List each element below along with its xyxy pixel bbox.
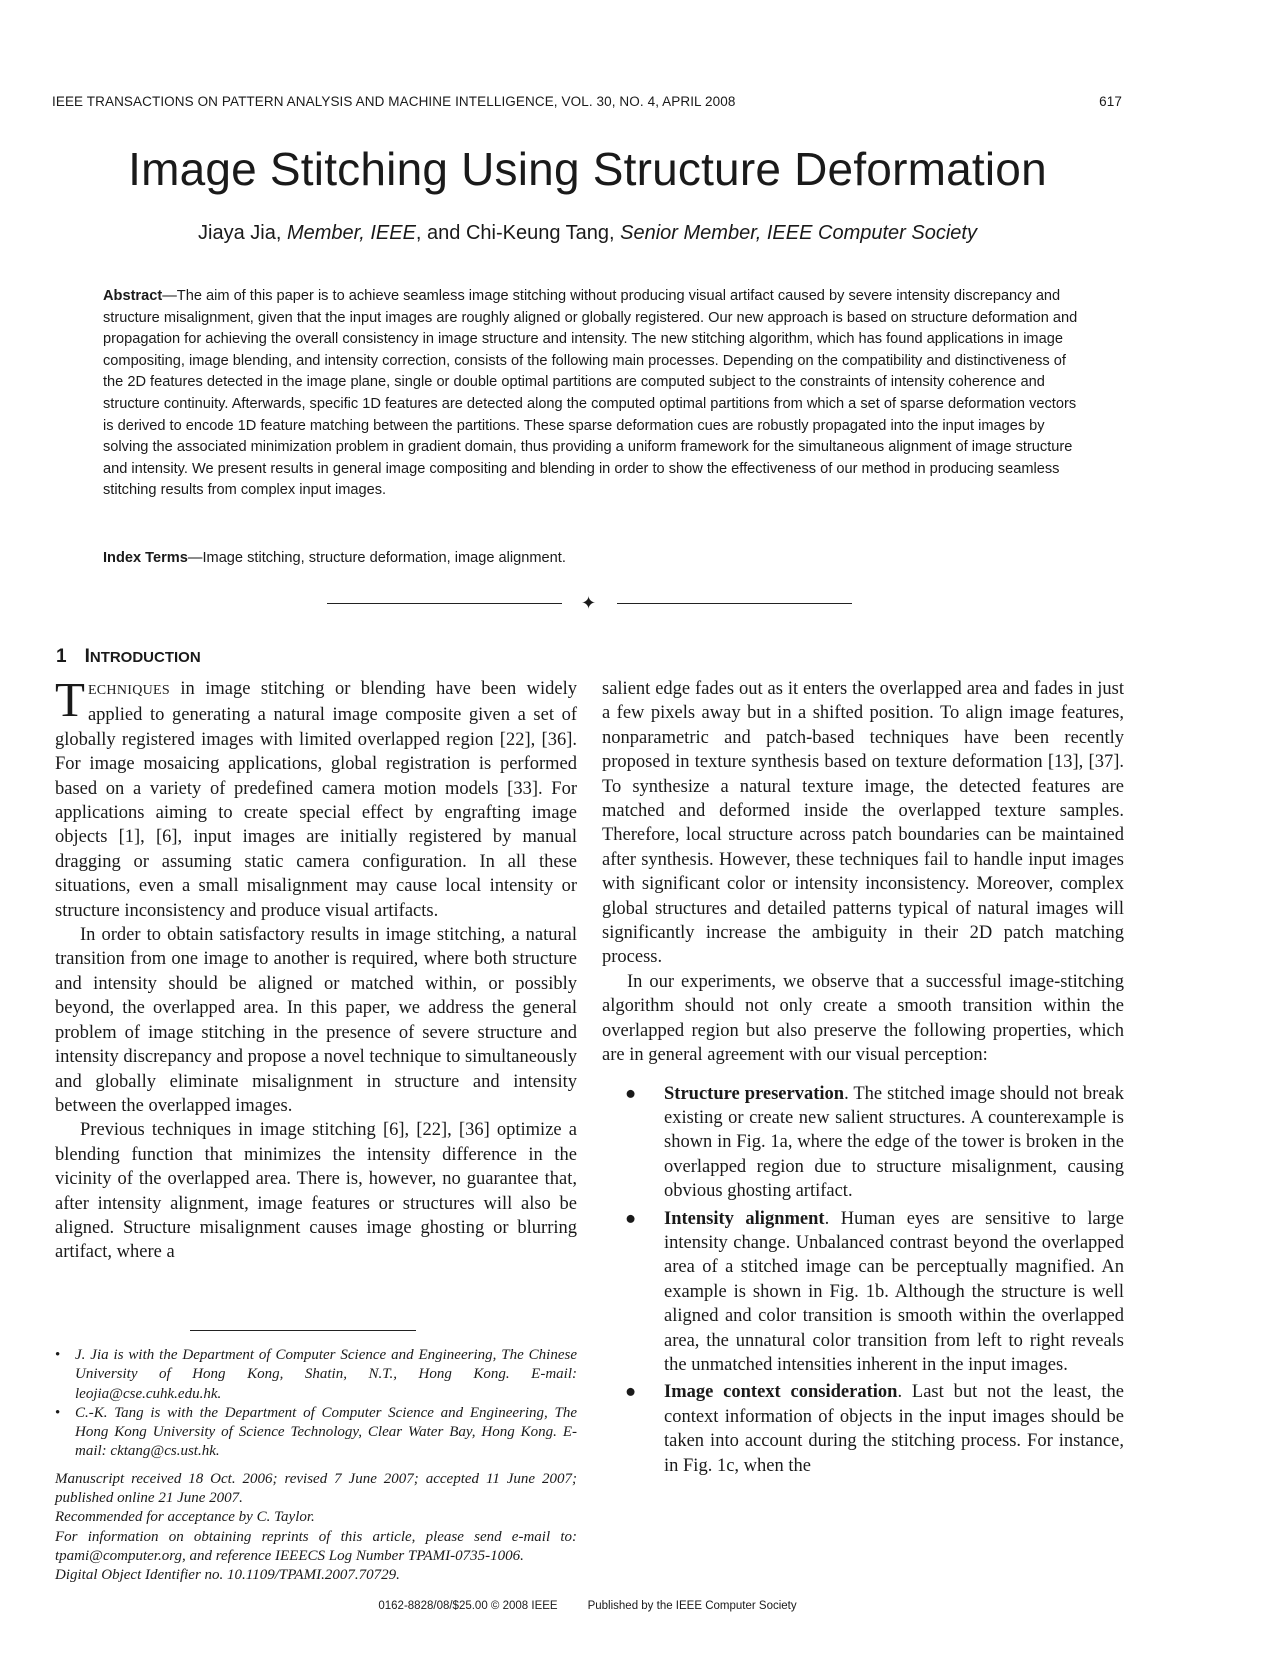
bullet-text: . The stitched image should not break existing or create new salient structures. A counterexample is shown in Fig. 1a, where the edge of the tower is broken in the overlapped region due to structure misalignment, causing obvious ghosting artifact. — [664, 1083, 1125, 1202]
intro-paragraph-3: Previous techniques in image stitching [6], [22], [36] optimize a blending function that minimizes the intensity difference in the vicinity of the overlapped area. There is, however, no guarantee that, after intensity alignment, image features or structures will also be aligned. Structure misalignment causes image ghosting or blurring artifact, where a — [55, 1120, 577, 1263]
bullet-icon: ● — [625, 1208, 637, 1229]
bullet-title: Intensity alignment — [664, 1208, 825, 1229]
drop-cap: T — [55, 672, 85, 727]
author-line — [0, 222, 1175, 245]
recommended-by: Recommended for acceptance by C. Taylor. — [55, 1509, 315, 1526]
doi: Digital Object Identifier no. 10.1109/TPAMI.2007.70729. — [55, 1567, 400, 1584]
separator-line-right — [617, 603, 852, 604]
bullet-icon: • — [55, 1404, 61, 1421]
index-terms — [103, 550, 1083, 566]
bullet-icon: ● — [625, 1083, 637, 1104]
footnotes — [55, 1346, 577, 1586]
properties-list — [602, 1082, 1124, 1479]
list-item — [602, 1380, 1124, 1478]
abstract-text: —The aim of this paper is to achieve seamless image stitching without producing visual artifact caused by severe intensity discrepancy and structure misalignment, given that the input images are roughly aligned or globally registered. Our new approach is based on structure deformation and propagation for achieving the overall consistency in image structure and intensity. The new stitching algorithm, which has found applications in image compositing, image blending, and intensity correction, consists of the following main processes. Depending on the compatibility and distinctiveness of the 2D features detected in the image plane, single or double optimal partitions are computed subject to the constraints of intensity coherence and structure continuity. Afterwards, specific 1D features are detected along the computed optimal partitions from which a set of sparse deformation vectors is derived to encode 1D feature matching between the partitions. These sparse deformation cues are robustly propagated into the input images by solving the associated minimization problem in gradient domain, thus providing a uniform framework for the simultaneous alignment of image structure and intensity. We present results in general image compositing and blending in order to show the effectiveness of our method in producing seamless stitching results from complex input images. — [103, 288, 1078, 499]
author-jia: Jiaya Jia, — [198, 222, 282, 244]
index-terms-text: —Image stitching, structure deformation, image alignment. — [187, 550, 566, 566]
bullet-text: . Human eyes are sensitive to large intensity change. Unbalanced contrast beyond the overlapped area of a stitched image can be perceptually magnified. An example is shown in Fig. 1b. Although the structure is well aligned and color transition is smooth within the overlapped area, the unnatural color transition from left to right reveals the unmatched intensities inherent in the input images. — [664, 1208, 1124, 1375]
running-header — [52, 94, 1122, 112]
author-jia-role: Member, IEEE — [286, 222, 416, 244]
section-title-rest: NTRODUCTION — [89, 649, 201, 666]
reprints-info: For information on obtaining reprints of this article, please send e-mail to: tpami@computer.org, and reference IEEECS Log Number TPAMI-0735-1006. — [55, 1528, 577, 1564]
index-terms-label: Index Terms — [103, 550, 188, 566]
diamond-icon: ✦ — [581, 593, 597, 613]
journal-name: IEEE TRANSACTIONS ON PATTERN ANALYSIS AND MACHINE INTELLIGENCE, VOL. 30, NO. 4, APRIL 2008 — [52, 94, 736, 109]
intro-p1-text: in image stitching or blending have been widely applied to generating a natural image composite given a set of globally registered images with limited overlapped region [22], [36]. For image mosaicing applications, global registration is performed based on a variety of predefined camera motion models [33]. For applications aiming to create special effect by engrafting image objects [1], [6], input images are initially registered by manual dragging or assuming static camera configuration. In all these situations, even a small misalignment may cause local intensity or structure inconsistency and produce visual artifacts. — [55, 679, 577, 921]
footnote-affiliation-jia — [55, 1346, 577, 1404]
list-item — [602, 1082, 1124, 1204]
footnote-text: C.-K. Tang is with the Department of Computer Science and Engineering, The Hong Kong University of Science Technology, Clear Water Bay, Hong Kong. E-mail: cktang@cs.ust.hk. — [75, 1404, 577, 1460]
section-heading — [56, 646, 201, 668]
intro-paragraph-4: salient edge fades out as it enters the overlapped area and fades in just a few pixels away but in a shifted position. To align image features, nonparametric and patch-based techniques have been recently proposed in texture synthesis based on texture deformation [13], [37]. To synthesize a natural texture image, the detected features are matched and deformed inside the overlapped texture samples. Therefore, local structure across patch boundaries can be maintained after synthesis. However, these techniques fail to handle input images with significant color or intensity inconsistency. Moreover, complex global structures and detailed patterns typical of natural images will significantly increase the ambiguity in their 2D patch matching process. — [602, 679, 1124, 968]
footnote-rule — [190, 1330, 416, 1331]
bullet-title: Structure preservation — [664, 1083, 845, 1104]
author-tang-role: Senior Member, IEEE Computer Society — [620, 222, 977, 244]
page-number: 617 — [1099, 94, 1122, 109]
bullet-icon: ● — [625, 1382, 637, 1403]
column-left — [55, 672, 577, 1265]
intro-paragraph-2: In order to obtain satisfactory results in image stitching, a natural transition from one image to another is required, where both structure and intensity should be aligned or matched within, or possibly beyond, the overlapped area. In this paper, we address the general problem of image stitching in the presence of severe structure and intensity discrepancy and propose a novel technique to simultaneously and globally eliminate misalignment in structure and intensity between the overlapped images. — [55, 925, 577, 1116]
section-number: 1 — [56, 646, 67, 667]
footnote-text: J. Jia is with the Department of Computer Science and Engineering, The Chinese University of Hong Kong, Shatin, N.T., Hong Kong. E-mail: leojia@cse.cuhk.edu.hk. — [75, 1347, 577, 1402]
bullet-icon: • — [55, 1347, 61, 1363]
bullet-text: . Last but not the least, the context information of objects in the input images should be taken into account during the stitching process. For instance, in Fig. 1c, when the — [664, 1382, 1124, 1476]
column-right — [602, 677, 1124, 1481]
author-tang: , and Chi-Keung Tang, — [415, 222, 615, 244]
abstract — [103, 286, 1083, 502]
publisher-line: Published by the IEEE Computer Society — [587, 1600, 797, 1612]
section-separator — [327, 594, 852, 614]
manuscript-dates: Manuscript received 18 Oct. 2006; revised 7 June 2007; accepted 11 June 2007; published online 21 June 2007. — [55, 1470, 577, 1507]
footnote-affiliation-tang — [55, 1404, 577, 1462]
intro-paragraph-1 — [55, 672, 577, 923]
list-item — [602, 1207, 1124, 1378]
intro-smallcaps: ECHNIQUES — [87, 683, 170, 698]
manuscript-info — [55, 1470, 577, 1586]
section-title-initial: I — [84, 646, 90, 667]
paper-title: Image Stitching Using Structure Deformation — [128, 143, 1047, 195]
copyright-code: 0162-8828/08/$25.00 © 2008 IEEE — [378, 1600, 558, 1612]
bullet-title: Image context consideration — [664, 1382, 898, 1403]
separator-line-left — [327, 603, 562, 604]
intro-paragraph-5: In our experiments, we observe that a successful image-stitching algorithm should not only create a smooth transition within the overlapped region but also preserve the following properties, which are in general agreement with our visual perception: — [602, 971, 1124, 1066]
abstract-label: Abstract — [103, 288, 163, 304]
page-footer — [0, 1600, 1175, 1612]
